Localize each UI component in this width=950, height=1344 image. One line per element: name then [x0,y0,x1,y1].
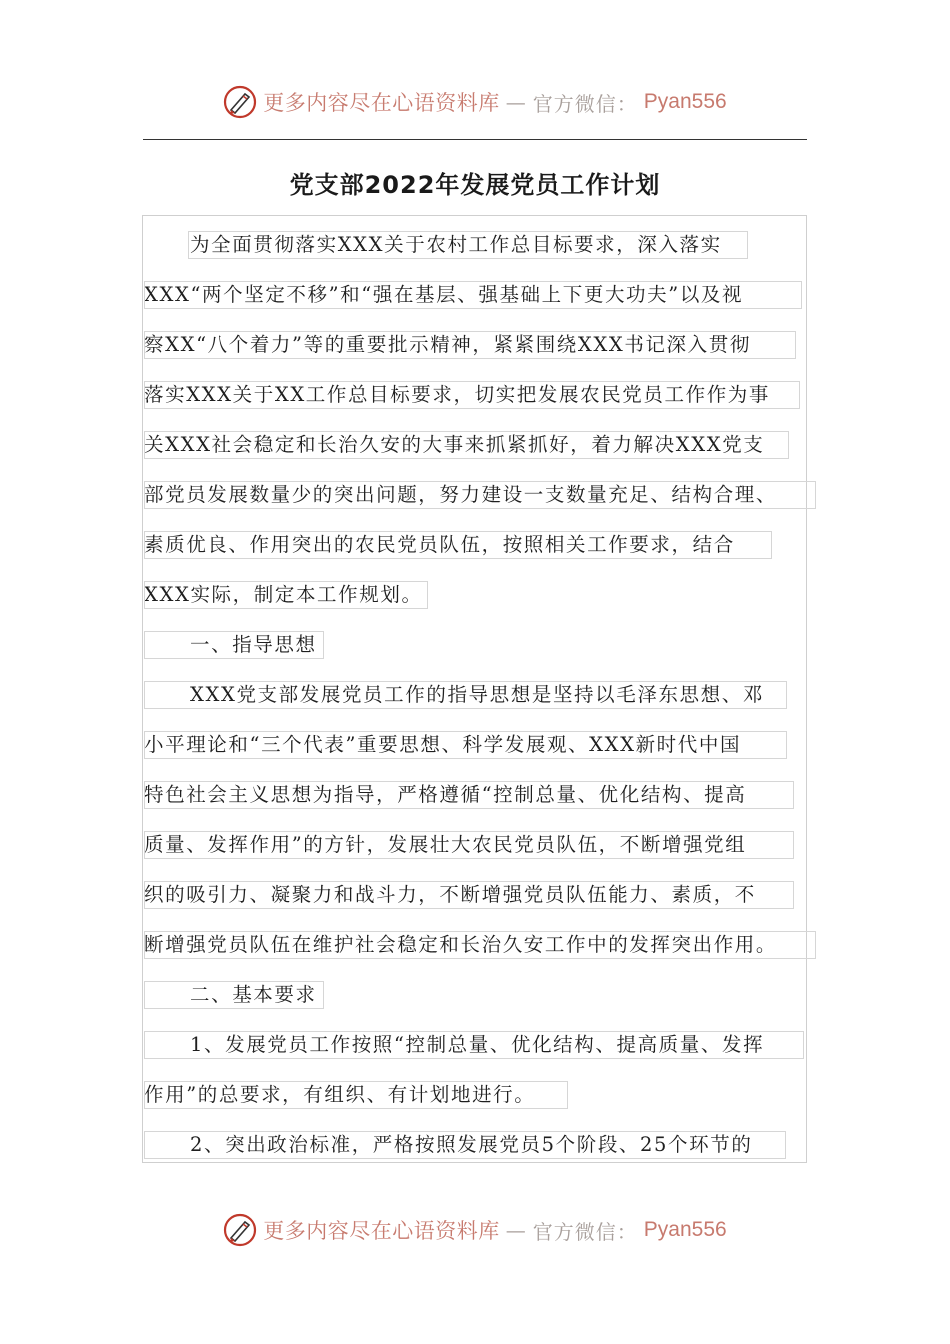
pen-logo-icon [223,85,257,119]
text-line: 断增强党员队伍在维护社会稳定和长治久安工作中的发挥突出作用。 [144,931,777,959]
text-line: XXX党支部发展党员工作的指导思想是坚持以毛泽东思想、邓 [144,681,764,709]
text-line: 关XXX社会稳定和长治久安的大事来抓紧抓好，着力解决XXX党支 [144,431,764,459]
text-line: 质量、发挥作用”的方针，发展壮大农民党员队伍，不断增强党组 [144,831,746,859]
text-line: 素质优良、作用突出的农民党员队伍，按照相关工作要求，结合 [144,531,735,559]
text-line: 作用”的总要求，有组织、有计划地进行。 [144,1081,535,1109]
section-heading: 二、基本要求 [144,981,317,1009]
banner-wechat-id: Pyan556 [643,1218,727,1241]
text-line: 为全面贯彻落实XXX关于农村工作总目标要求，深入落实 [144,231,722,259]
header-rule [143,139,807,140]
text-line: 2、突出政治标准，严格按照发展党员5个阶段、25个环节的 [144,1131,752,1159]
text-line: 特色社会主义思想为指导，严格遵循“控制总量、优化结构、提高 [144,781,746,809]
banner-wechat-label: 官方微信： [532,1219,638,1244]
pen-logo-icon [223,1213,257,1247]
text-line: 察XX“八个着力”等的重要批示精神，紧紧围绕XXX书记深入贯彻 [144,331,751,359]
banner-wechat-id: Pyan556 [643,90,727,113]
banner-dash: — [505,1218,527,1242]
footer-banner [0,1210,950,1250]
page-title: 党支部2022年发展党员工作计划 [289,171,661,199]
banner-dash: — [505,90,527,114]
text-line: 织的吸引力、凝聚力和战斗力，不断增强党员队伍能力、素质，不 [144,881,756,909]
text-line: 1、发展党员工作按照“控制总量、优化结构、提高质量、发挥 [144,1031,764,1059]
text-line: 部党员发展数量少的突出问题，努力建设一支数量充足、结构合理、 [144,481,777,509]
text-line: XXX实际，制定本工作规划。 [144,581,423,609]
header-banner [0,82,950,122]
text-line: XXX“两个坚定不移”和“强在基层、强基础上下更大功夫”以及视 [144,281,743,309]
section-heading: 一、指导思想 [144,631,317,659]
banner-text: 更多内容尽在心语资料库 [263,1219,500,1243]
banner-wechat-label: 官方微信： [532,91,638,116]
banner-text: 更多内容尽在心语资料库 [263,91,500,115]
text-line: 落实XXX关于XX工作总目标要求，切实把发展农民党员工作作为事 [144,381,770,409]
text-line: 小平理论和“三个代表”重要思想、科学发展观、XXX新时代中国 [144,731,741,759]
